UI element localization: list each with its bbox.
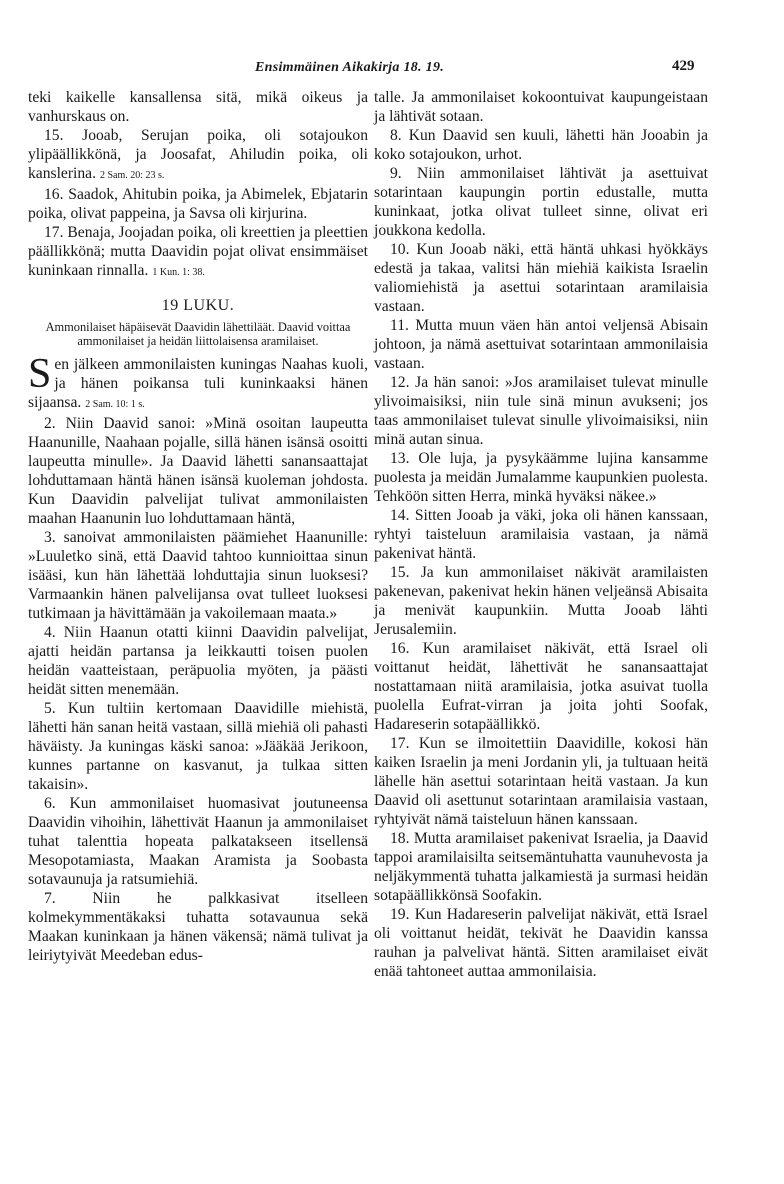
verse-3: 3. sanoivat ammonilaisten päämiehet Haanunille: »Luuletko sinä, että Daavid tahtoo kunnioittaa sinun isääsi, kun hän lähettää lohduttajia sinun luoksesi? Varmaankin hänen palvelijansa ovat tulleet luoksesi tutkimaan ja hävittämään ja vakoilemaan maata.» [28, 529, 368, 622]
verse-17 [28, 223, 368, 282]
verse-11: 11. Mutta muun väen hän antoi veljensä Abisain johtoon, ja nämä asettuivat sotarintaan ammonilaisia vastaan. [374, 317, 708, 372]
verse-10: 10. Kun Jooab näki, että häntä uhkasi hyökkäys edestä ja takaa, valitsi hän miehiä kaikista Israelin valiomiehistä ja asettui sotarintaan aramilaisia vastaan. [374, 241, 708, 315]
verse-18: 18. Mutta aramilaiset pakenivat Israelia, ja Daavid tappoi aramilaisilta seitsemäntuhatta vaunuhevosta ja neljäkymmentä tuhatta jalkamiestä ja surmasi heidän sotapäällikkönsä Soofakin. [374, 830, 708, 904]
verse-1 [28, 351, 368, 414]
verse-16: 16. Saadok, Ahitubin poika, ja Abimelek, Ebjatarin poika, olivat pappeina, ja Savsa oli kirjurina. [28, 186, 368, 222]
verse-4: 4. Niin Haanun otatti kiinni Daavidin palvelijat, ajatti heidän partansa ja leikkautti toisen puolen heidän vaatteistaan, peräpuolia myöten, ja päästi heidät sitten menemään. [28, 624, 368, 698]
verse-2: 2. Niin Daavid sanoi: »Minä osoitan laupeutta Haanunille, Naahaan pojalle, sillä hänen isänsä osoitti laupeutta minulle». Ja Daavid lähetti sanansaattajat lohduttamaan häntä hänen isänsä kuoleman johdosta. Kun Daavidin palvelijat tulivat ammonilaisten maahan Haanunin luo lohduttamaan häntä, [28, 415, 368, 527]
verse-17-text: 17. Benaja, Joojadan poika, oli kreettien ja pleettien päällikkönä; mutta Daavidin pojat olivat ensimmäiset kuninkaan rinnalla. [28, 224, 368, 279]
verse-15: 15. Ja kun ammonilaiset näkivät aramilaisten pakenevan, pakenivat hekin hänen veljeänsä Abisaita ja menivät kaupunkiin. Mutta Jooab lähti Jerusalemiin. [374, 564, 708, 638]
cross-reference: 2 Sam. 10: 1 s. [85, 399, 145, 410]
verse-1-text: en jälkeen ammonilaisten kuningas Naahas kuoli, ja hänen poikansa tuli kuninkaaksi hänen sijaansa. [28, 356, 368, 411]
verse-14: 14. Sitten Jooab ja väki, joka oli hänen kanssaan, ryhtyi taisteluun aramilaisia vastaan, ja nämä pakenivat häntä. [374, 507, 708, 562]
verse-6: 6. Kun ammonilaiset huomasivat joutuneensa Daavidin vihoihin, lähettivät Haanun ja ammonilaiset tuhat talenttia hopeata palkatakseen itsellensä Mesopotamiasta, Maakan Aramista ja Soobasta sotavaunuja ja ratsumiehiä. [28, 795, 368, 888]
verse-15 [28, 126, 368, 185]
chapter-heading: 19 LUKU. [161, 297, 235, 314]
page-number: 429 [672, 58, 695, 74]
verse-17: 17. Kun se ilmoitettiin Daavidille, kokosi hän kaiken Israelin ja meni Jordanin yli, ja tultuaan heitä lähelle hän asettui sotarintaan heitä vastaan. Ja kun Daavid oli asettunut sotarintaan aramilaisia vastaan, ryhtyivät nämä taisteluun hänen kanssaan. [374, 735, 708, 828]
verse-12: 12. Ja hän sanoi: »Jos aramilaiset tulevat minulle ylivoimaisiksi, niin tule sinä minun avukseni; jos taas ammonilaiset tulevat sinulle ylivoimaisiksi, niin minä autan sinua. [374, 374, 708, 448]
chapter-summary: Ammonilaiset häpäisevät Daavidin lähettiläät. Daavid voittaa ammonilaiset ja heidän liittolaisensa aramilaiset. [45, 320, 351, 348]
cross-reference: 2 Sam. 20: 23 s. [99, 170, 165, 181]
verse-carry-over: teki kaikelle kansallensa sitä, mikä oikeus ja vanhurskaus on. [28, 89, 368, 125]
drop-cap: S [28, 351, 52, 397]
verse-8: 8. Kun Daavid sen kuuli, lähetti hän Jooabin ja koko sotajoukon, urhot. [374, 127, 708, 163]
verse-9: 9. Niin ammonilaiset lähtivät ja asettuivat sotarintaan kaupungin portin edustalle, mutta kuninkaat, jotka olivat tulleet sinne, olivat eri joukkona kedolla. [374, 165, 708, 239]
verse-7: 7. Niin he palkkasivat itselleen kolmekymmentäkaksi tuhatta sotavaunua sekä Maakan kuninkaan ja hänen väkensä; nämä tulivat ja leiriytyivät Meedeban edus- [28, 890, 368, 964]
running-title: Ensimmäinen Aikakirja 18. 19. [255, 60, 445, 75]
verse-15-text: 15. Jooab, Serujan poika, oli sotajoukon ylipäällikkönä, ja Joosafat, Ahiludin poika, oli kanslerina. [28, 127, 368, 182]
verse-carry-over: talle. Ja ammonilaiset kokoontuivat kaupungeistaan ja lähtivät sotaan. [374, 89, 708, 125]
verse-19: 19. Kun Hadareserin palvelijat näkivät, että Israel oli voittanut heidät, tekivät he Daavidin kanssa rauhan ja palvelivat häntä. Sitten aramilaiset eivät enää tahtoneet auttaa ammonilaisia. [374, 906, 708, 980]
right-column [374, 88, 708, 981]
left-column [28, 88, 368, 965]
verse-16: 16. Kun aramilaiset näkivät, että Israel oli voittanut heidät, lähettivät he sanansaattajat nostattamaan niitä aramilaisia, jotka asuivat tuolla puolella Eufrat-virran ja joita johti Soofak, Hadareserin sotapäällikkö. [374, 640, 708, 733]
verse-5: 5. Kun tultiin kertomaan Daavidille miehistä, lähetti hän sanan heitä vastaan, sillä miehiä oli pahasti häväisty. Ja kuningas käski sanoa: »Jääkää Jerikoon, kunnes partanne on kasvanut, ja tulkaa sitten takaisin». [28, 700, 368, 793]
cross-reference: 1 Kun. 1: 38. [152, 267, 205, 278]
verse-13: 13. Ole luja, ja pysykäämme lujina kansamme puolesta ja meidän Jumalamme kaupunkien puolesta. Tehköön sitten Herra, minkä hyväksi näkee.» [374, 450, 708, 505]
